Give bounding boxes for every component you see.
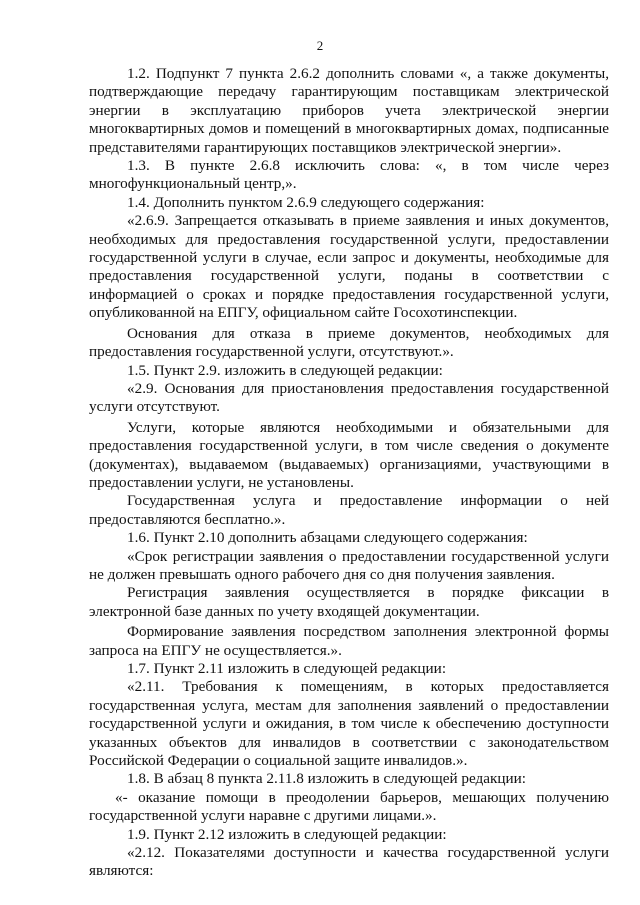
paragraph-electronic-form: Формирование заявления посредством заполнения электронной формы запроса на ЕПГУ не осуществляется.». xyxy=(89,623,609,659)
paragraph-2-6-9: «2.6.9. Запрещается отказывать в приеме заявления и иных документов, необходимых для предоставления государственной услуги, предоставлении государственной услуги в случае, если запрос и документы, необходимые для предоставления государственной услуги, поданы в соответствии с информацией о сроках и порядке предоставления государственной услуги, опубликованной на ЕПГУ, официальном сайте Госохотинспекции. xyxy=(89,212,609,322)
paragraph-1-9: 1.9. Пункт 2.12 изложить в следующей редакции: xyxy=(127,825,447,843)
document-body xyxy=(89,65,609,881)
paragraph-1-7: 1.7. Пункт 2.11 изложить в следующей редакции: xyxy=(127,660,447,677)
paragraph-necessary-services: Услуги, которые являются необходимыми и обязательными для предоставления государственной услуги, в том числе сведения о документе (документах), выдаваемом (выдаваемых) организациями, участвующими в предоставлении услуги, не установлены. xyxy=(89,418,609,491)
paragraph-2-11: «2.11. Требования к помещениям, в которых предоставляется государственная услуга, местам для заполнения заявлений о предоставлении государственной услуги и ожидания, в том числе к обеспечению доступности указанных объектов для инвалидов в соответствии с законодательством Российской Федерации о социальной защите инвалидов.». xyxy=(89,678,609,770)
paragraph-registration-procedure: Регистрация заявления осуществляется в порядке фиксации в электронной базе данных по учету входящей документации. xyxy=(89,584,609,620)
paragraph-free-of-charge: Государственная услуга и предоставление информации о ней предоставляются бесплатно.». xyxy=(89,492,609,528)
paragraph-1-4: 1.4. Дополнить пунктом 2.6.9 следующего содержания: xyxy=(127,193,485,211)
page-number: 2 xyxy=(316,38,324,53)
paragraph-registration-term: «Срок регистрации заявления о предоставлении государственной услуги не должен превышать одного рабочего дня со дня получения заявления. xyxy=(89,547,609,583)
paragraph-1-8: 1.8. В абзац 8 пункта 2.11.8 изложить в следующей редакции: xyxy=(127,770,526,788)
paragraph-1-6: 1.6. Пункт 2.10 дополнить абзацами следующего содержания: xyxy=(127,529,528,547)
paragraph-2-9: «2.9. Основания для приостановления предоставления государственной услуги отсутствуют. xyxy=(89,379,609,416)
paragraph-1-5: 1.5. Пункт 2.9. изложить в следующей редакции: xyxy=(127,361,443,379)
paragraph-2-12: «2.12. Показателями доступности и качества государственной услуги являются: xyxy=(89,844,609,880)
paragraph-refusal-grounds: Основания для отказа в приеме документов, необходимых для предоставления государственной услуги, отсутствуют.». xyxy=(89,324,609,361)
paragraph-1-2: 1.2. Подпункт 7 пункта 2.6.2 дополнить словами «, а также документы, подтверждающие передачу гарантирующим поставщикам электрической энергии в эксплуатацию приборов учета электрической энергии многоквартирных домов и помещений в многоквартирных домах, подписанные представителями гарантирующих поставщиков электрической энергии». xyxy=(89,65,609,156)
paragraph-1-3: 1.3. В пункте 2.6.8 исключить слова: «, в том числе через многофункциональный центр,». xyxy=(89,157,609,193)
paragraph-assistance: «- оказание помощи в преодолении барьеров, мешающих получению государственной услуги наравне с другими лицами.». xyxy=(89,788,609,825)
